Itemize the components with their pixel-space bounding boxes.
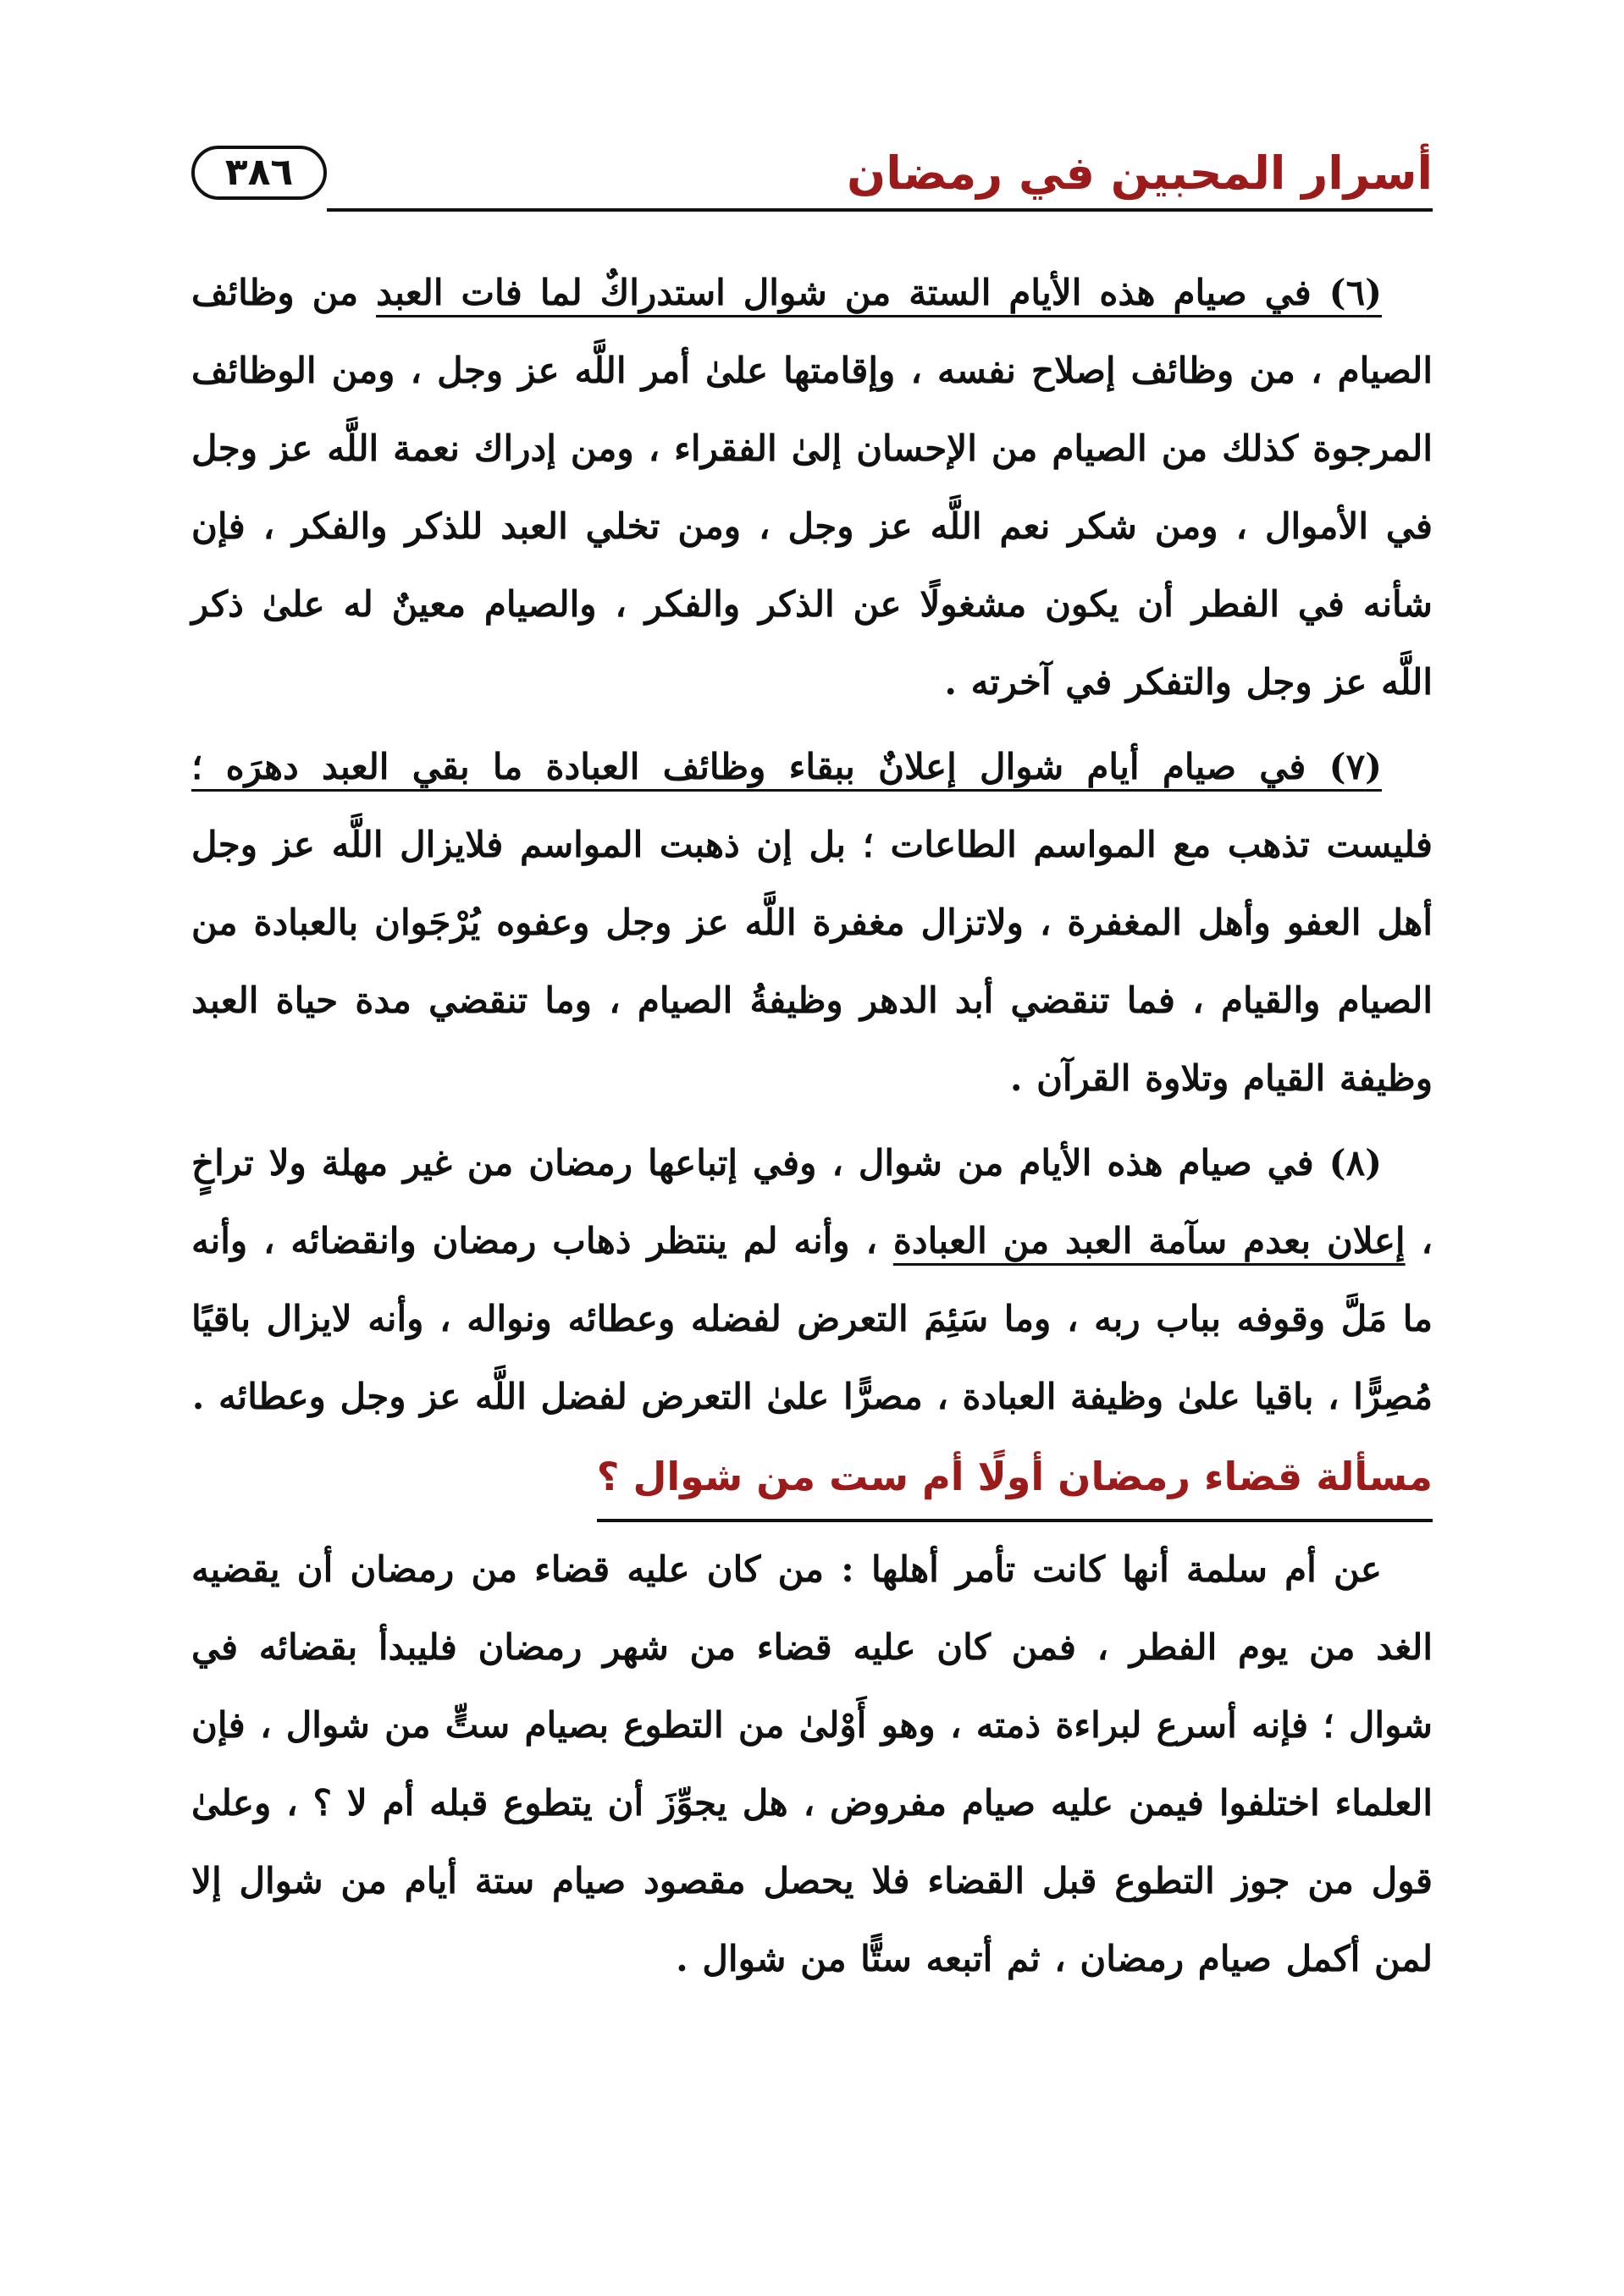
page-header	[191, 127, 1433, 229]
paragraph-6-rest: من وظائف الصيام ، من وظائف إصلاح نفسه ، وإقامتها علىٰ أمر اللَّه عز وجل ، ومن الوظائف المرجوة كذلك من الصيام من الإحسان إلىٰ الفقراء ، ومن إدراك نعمة اللَّه عز وجل في الأموال ، ومن شكر نعم اللَّه عز وجل ، ومن تخلي العبد للذكر والفكر ، فإن شأنه في الفطر أن يكون مشغولًا عن الذكر والفكر ، والصيام معينٌ له علىٰ ذكر اللَّه عز وجل والتفكر في آخرته .	[191, 272, 1433, 703]
section-title-text: مسألة قضاء رمضان أولًا أم ست من شوال ؟	[597, 1443, 1433, 1522]
page-number-badge	[191, 146, 327, 200]
page-number: ٣٨٦	[224, 151, 294, 194]
paragraph-8-before: (٨) في صيام هذه الأيام من شوال ، وفي إتباعها رمضان من غير مهلة ولا تراخٍ ،	[191, 1142, 1433, 1261]
paragraph-8-after: ، وأنه لم ينتظر ذهاب رمضان وانقضائه ، وأنه ما مَلَّ وقوفه بباب ربه ، وما سَئِمَ التعرض لفضله وعطائه ونواله ، وأنه لايزال باقيًا مُصِرًّا ، باقيا علىٰ وظيفة العبادة ، مصرًّا علىٰ التعرض لفضل اللَّه عز وجل وعطائه .	[191, 1220, 1433, 1417]
paragraph-8-underlined: إعلان بعدم سآمة العبد من العبادة	[892, 1220, 1406, 1261]
page-body	[191, 254, 1433, 2005]
book-title: أسرار المحبين في رمضان	[847, 146, 1433, 200]
paragraph-8	[191, 1124, 1433, 1436]
paragraph-6-lead: (٦) في صيام هذه الأيام الستة من شوال استدراكٌ لما فات العبد	[376, 272, 1382, 313]
header-rule	[327, 208, 1433, 212]
section-title	[191, 1443, 1433, 1522]
paragraph-7-lead: (٧) في صيام أيام شوال إعلانٌ ببقاء وظائف العبادة ما بقي العبد دهرَه ؛	[191, 746, 1382, 787]
paragraph-9: عن أم سلمة أنها كانت تأمر أهلها : من كان عليه قضاء من رمضان أن يقضيه الغد من يوم الفطر ، فمن كان عليه قضاء من شهر رمضان فليبدأ بقضائه في شوال ؛ فإنه أسرع لبراءة ذمته ، وهو أَوْلىٰ من التطوع بصيام ستٍّ من شوال ، فإن العلماء اختلفوا فيمن عليه صيام مفروض ، هل يجوِّزَ أن يتطوع قبله أم لا ؟ ، وعلىٰ قول من جوز التطوع قبل القضاء فلا يحصل مقصود صيام ستة أيام من شوال إلا لمن أكمل صيام رمضان ، ثم أتبعه ستًّا من شوال .	[191, 1548, 1433, 1979]
paragraph-7-rest: فليست تذهب مع المواسم الطاعات ؛ بل إن ذهبت المواسم فلايزال اللَّه عز وجل أهل العفو وأهل المغفرة ، ولاتزال مغفرة اللَّه عز وجل وعفوه يُرْجَوان بالعبادة من الصيام والقيام ، فما تنقضي أبد الدهر وظيفةُ الصيام ، وما تنقضي مدة حياة العبد وظيفة القيام وتلاوة القرآن .	[191, 824, 1433, 1099]
paragraph-6	[191, 254, 1433, 721]
paragraph-7	[191, 728, 1433, 1118]
